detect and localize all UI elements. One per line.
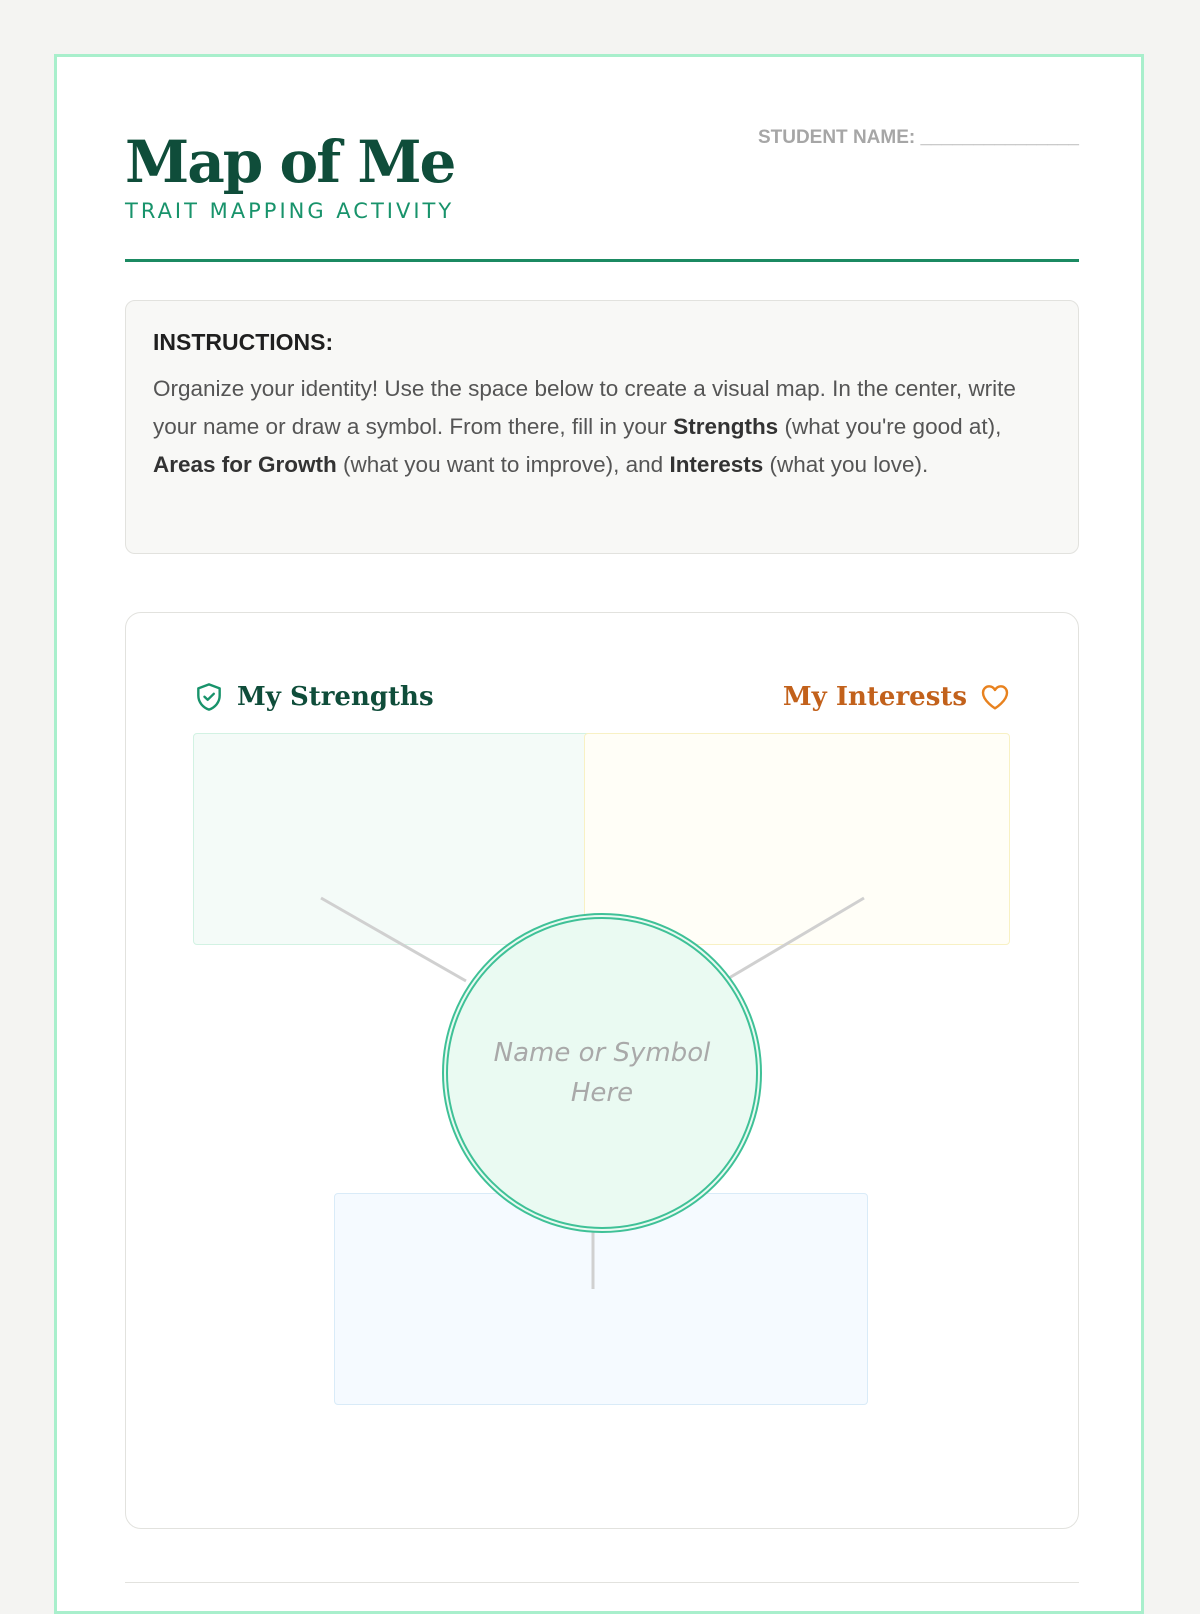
instructions-text-part: Organize your identity! Use the space below to create a visual map. In the center, write your name or draw a symbol. From there, fill in your [153, 376, 1016, 439]
interests-label: My Interests [782, 682, 967, 712]
student-name-field[interactable]: STUDENT NAME: _______________ [757, 127, 1079, 148]
footer-divider [125, 1582, 1079, 1583]
keyword-interests: Interests [669, 452, 764, 477]
page-title: Map of Me [125, 128, 455, 196]
strengths-label: My Strengths [237, 682, 434, 712]
instructions-text-part: (what you're good at), [778, 414, 1002, 439]
instructions-panel [125, 300, 1079, 554]
trait-map-card [125, 612, 1079, 1529]
center-placeholder: Name or Symbol Here [493, 1038, 711, 1108]
worksheet-page [54, 54, 1144, 1614]
instructions-heading: INSTRUCTIONS: [153, 329, 334, 355]
page-subtitle: TRAIT MAPPING ACTIVITY [125, 199, 455, 223]
connector-line-interests [724, 898, 864, 981]
center-identity-circle[interactable] [442, 913, 762, 1233]
worksheet-header [125, 127, 1079, 262]
instructions-text-part: (what you want to improve), and [336, 452, 670, 477]
keyword-strengths: Strengths [673, 414, 779, 439]
keyword-areas-for-growth: Areas for Growth [153, 452, 337, 477]
instructions-text-part: (what you love). [763, 452, 929, 477]
instructions-text [153, 370, 1051, 484]
connector-line-strengths [321, 898, 466, 981]
